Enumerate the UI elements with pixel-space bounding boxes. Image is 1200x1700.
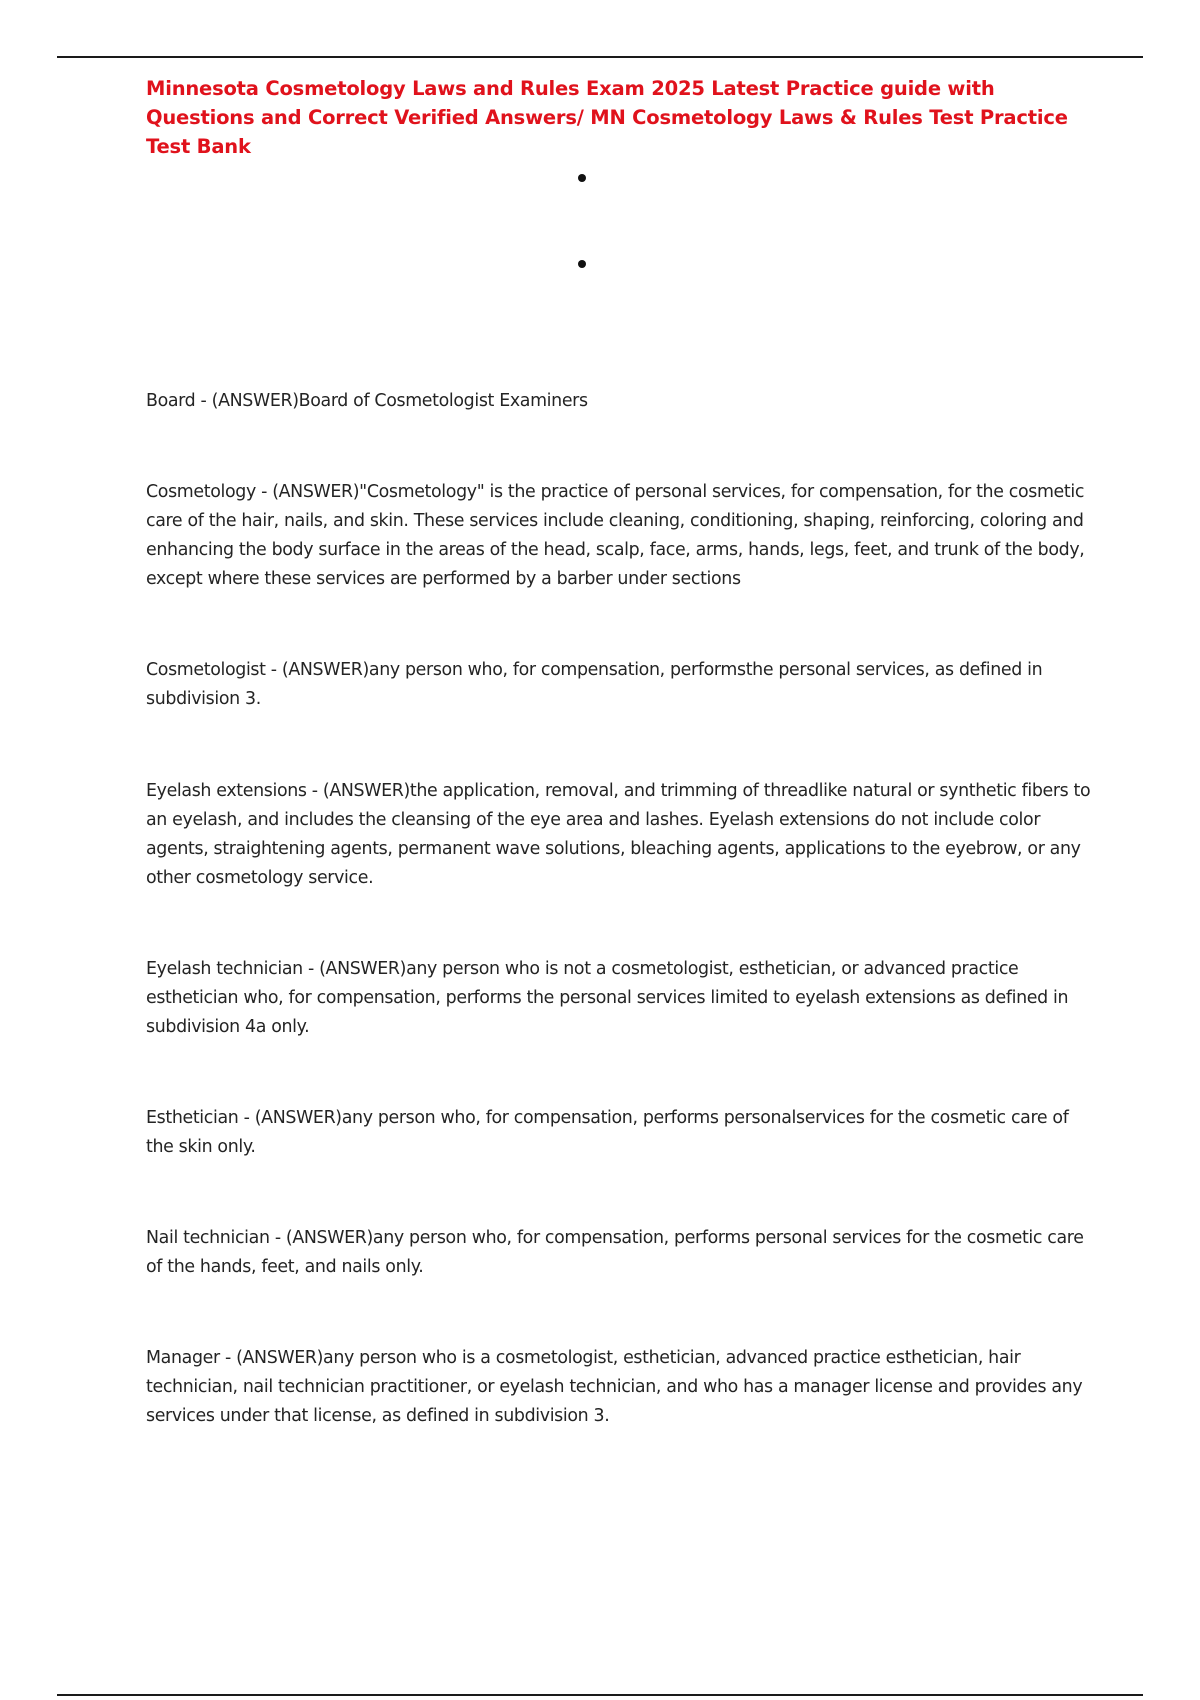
entry-answer: (ANSWER)"Cosmetology" is the practice of personal services, for compensation, for the cosmetic care of the hair, nails, and skin. These services include cleaning, conditioning, shaping, reinforcing, coloring and enhancing the body surface in the areas of the head, scalp, face, arms, hands, legs, feet, and trunk of the body, except where these services are performed by a barber under sections: [146, 482, 1085, 589]
entry-term: Cosmetology -: [146, 482, 272, 502]
entry-answer: (ANSWER)any person who, for compensation, performsthe personal services, as defined in subdivision 3.: [146, 660, 1043, 709]
entry-answer: (ANSWER)any person who, for compensation, performs personalservices for the cosmetic care of the skin only.: [146, 1108, 1069, 1157]
entry-answer: (ANSWER)any person who is a cosmetologist, esthetician, advanced practice esthetician, hair technician, nail technician practitioner, or eyelash technician, and who has a manager license and provides any services under that license, as defined in subdivision 3.: [146, 1348, 1083, 1426]
entry-term: Board -: [146, 391, 212, 411]
entry-term: Esthetician -: [146, 1108, 255, 1128]
entry-eyelash-extensions: [146, 777, 1091, 893]
entry-term: Cosmetologist -: [146, 660, 282, 680]
entry-nail-technician: [146, 1224, 1091, 1282]
entry-term: Eyelash technician -: [146, 959, 319, 979]
entry-cosmetologist: [146, 656, 1091, 714]
document-title: Minnesota Cosmetology Laws and Rules Exam 2025 Latest Practice guide with Questions and Correct Verified Answers/ MN Cosmetology Laws & Rules Test Practice Test Bank: [146, 77, 1068, 158]
entry-eyelash-technician: [146, 955, 1091, 1042]
entry-manager: [146, 1344, 1091, 1431]
bottom-rule: [57, 1694, 1143, 1696]
bullet-point: [578, 260, 586, 268]
entry-answer: (ANSWER)any person who, for compensation, performs personal services for the cosmetic care of the hands, feet, and nails only.: [146, 1228, 1084, 1277]
entry-term: Nail technician -: [146, 1228, 286, 1248]
entry-term: Manager -: [146, 1348, 236, 1368]
entry-answer: (ANSWER)Board of Cosmetologist Examiners: [211, 391, 588, 411]
top-rule: [57, 56, 1143, 58]
entry-cosmetology: [146, 478, 1091, 594]
entry-answer: (ANSWER)the application, removal, and trimming of threadlike natural or synthetic fibers to an eyelash, and includes the cleansing of the eye area and lashes. Eyelash extensions do not include color agents, straightening agents, permanent wave solutions, bleaching agents, applications to the eyebrow, or any other cosmetology service.: [146, 781, 1091, 888]
entry-answer: (ANSWER)any person who is not a cosmetologist, esthetician, or advanced practice esthetician who, for compensation, performs the personal services limited to eyelash extensions as defined in subdivision 4a only.: [146, 959, 1069, 1037]
entry-board: [146, 387, 1091, 416]
entry-esthetician: [146, 1104, 1091, 1162]
bullet-point: [578, 174, 586, 182]
entry-term: Eyelash extensions -: [146, 781, 323, 801]
